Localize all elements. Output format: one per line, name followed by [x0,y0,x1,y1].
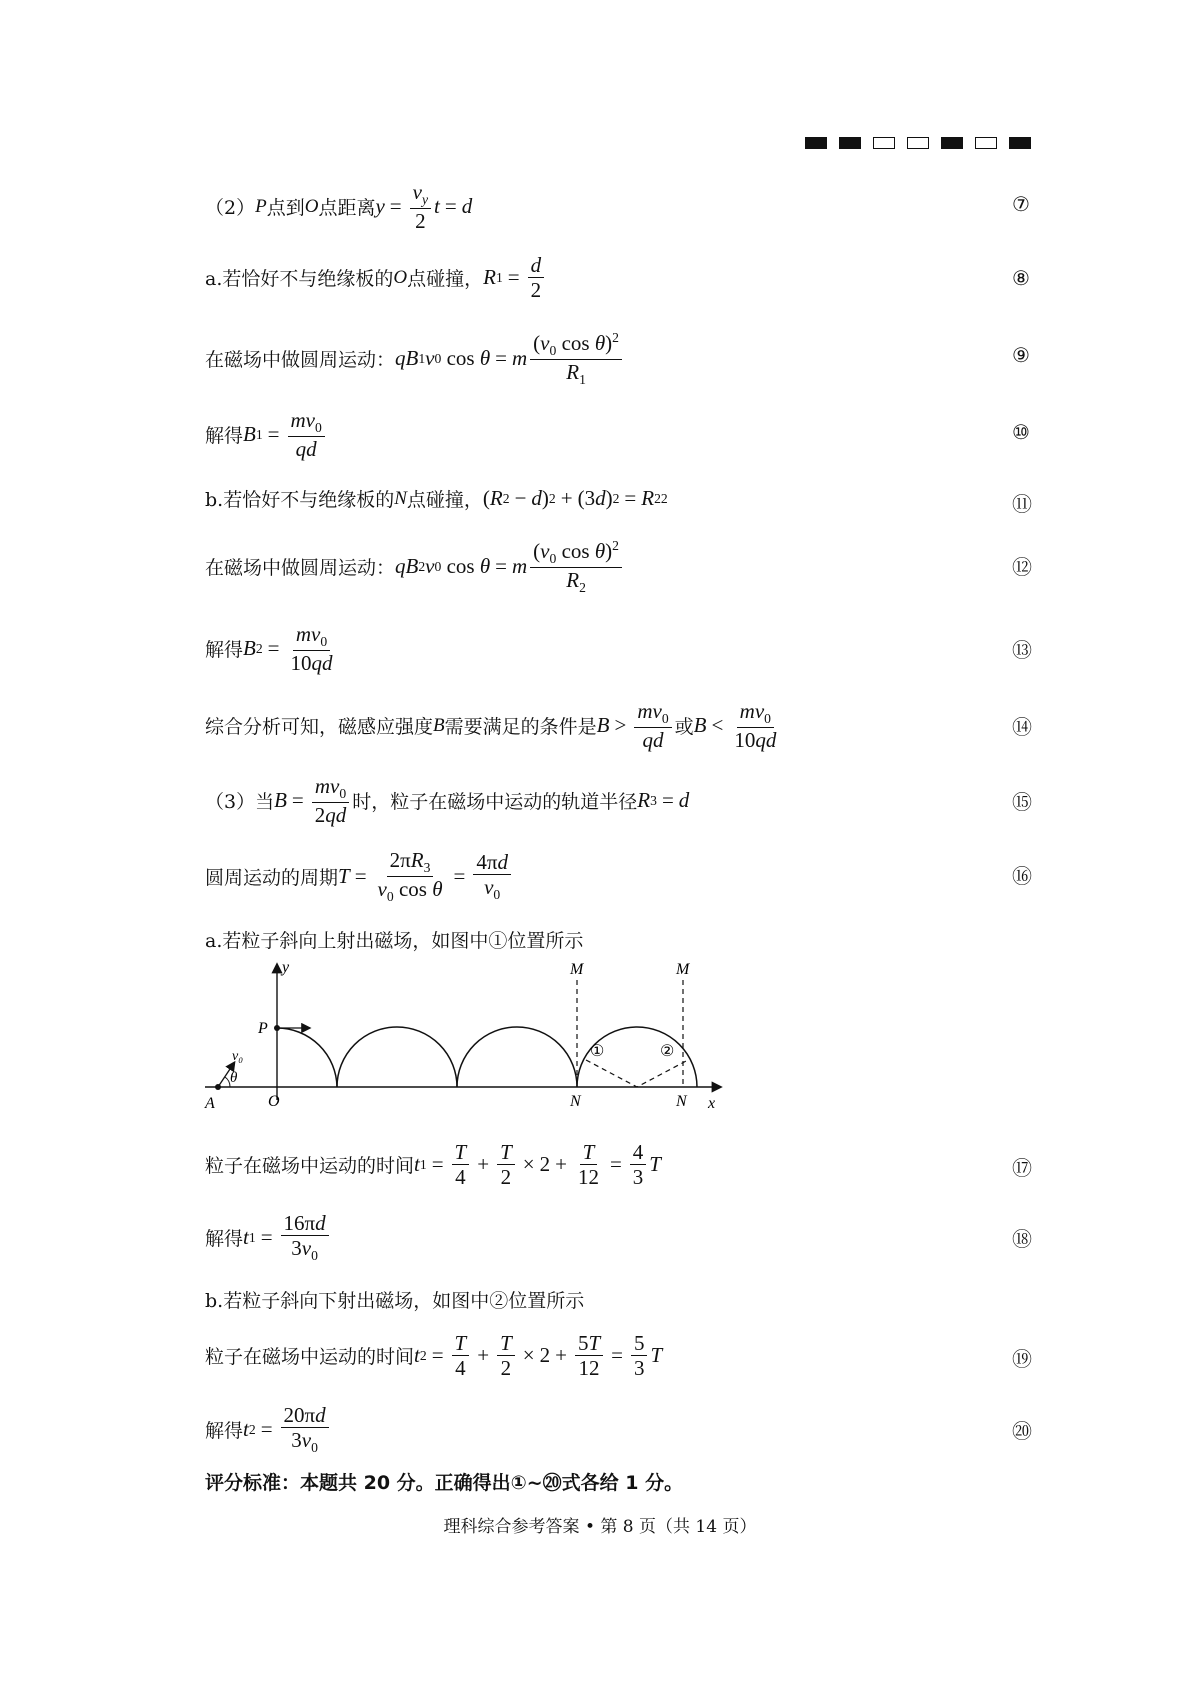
eq-number: ⑲ [1012,1347,1032,1371]
arc-quarter [277,1028,337,1087]
mark-square [873,137,895,149]
n-label: N [570,1093,581,1110]
equation-line-17: 粒子在磁场中运动的时间 t 1 = $\frac{T}{4}$ + $\frac{T}{2}$ × 2 + $\frac{T}{12}$ = $\frac{4}{3}$ T [205,1140,661,1190]
mark-square [941,137,963,149]
o-label: O [268,1093,280,1110]
equation-line-7: （2） P 点到 O 点距离 y = $\frac{v_y}{2}$ t = d [205,180,473,233]
formula: B > $\frac{mv_0}{qd}$ [597,699,675,752]
eq-number: ⑬ [1012,638,1032,662]
trajectory-diagram [200,960,740,1110]
mark-square [907,137,929,149]
theta-label: θ [230,1070,238,1086]
mark-square [839,137,861,149]
eq-number: ⑱ [1012,1227,1032,1251]
equation-line-9: 在磁场中做圆周运动： qB 1 v 0 cos θ = m $\frac{(v_0 \cos \theta)^2}{R_1}$ [205,330,1200,388]
x-label: x [708,1095,716,1110]
eq-number: ⑪ [1012,492,1032,516]
y-label: y [282,960,290,976]
formula: qB 2 v 0 cos θ = m $\frac{(v_0 \cos \theta)^2}{R_2}$ [395,538,625,596]
m-label: M [570,961,584,978]
m-label: M [676,961,690,978]
formula: B < $\frac{mv_0}{10qd}$ [693,699,777,752]
equation-line-12: 在磁场中做圆周运动： qB 2 v 0 cos θ = m $\frac{(v_0 \cos \theta)^2}{R_2}$ [205,538,1200,596]
eq-number: ⑭ [1012,715,1032,739]
p-label: P [258,1020,268,1037]
eq-number: ⑳ [1012,1419,1032,1443]
equation-line-10: 解得 B 1 = $\frac{mv_0}{qd}$ [205,408,1200,461]
mark-square [975,137,997,149]
eq-number: ⑯ [1012,864,1032,888]
formula: t 2 = $\frac{T}{4}$ + $\frac{T}{2}$ × 2 + $\frac{5T}{12}$ = $\frac{5}{3}$ T [414,1331,663,1381]
formula: B 1 = $\frac{mv_0}{qd}$ [243,408,328,461]
equation-line-8: a.若恰好不与绝缘板的 O 点碰撞， R 1 = $\frac{d}{2}$ [205,253,1200,302]
formula: ( R 2 − d ) 2 + (3 d ) 2 = R 2 2 [482,486,668,510]
page-footer: 理科综合参考答案 • 第 8 页（共 14 页） [443,1517,757,1537]
formula: R 3 = d [637,788,690,813]
formula: qB 1 v 0 cos θ = m $\frac{(v_0 \cos \theta)^2}{R_1}$ [395,330,625,388]
equation-line-16: 圆周运动的周期 T = $\frac{2\pi R_3}{v_0 \cos \theta}$ = $\frac{4\pi d}{v_0}$ [205,848,1200,905]
arc-semicircle [337,1027,457,1087]
equation-line-20: 解得 t 2 = $\frac{20\pi d}{3v_0}$ [205,1403,1200,1456]
equation-line-11: b.若恰好不与绝缘板的 N 点碰撞， ( R 2 − d ) 2 + (3 d ) 2 = R 2 2 [205,486,668,511]
equation-line-19: 粒子在磁场中运动的时间 t 2 = $\frac{T}{4}$ + $\frac{T}{2}$ × 2 + $\frac{5T}{12}$ = $\frac{5}{3}$ T [205,1331,663,1381]
case-a-line: a.若粒子斜向上射出磁场，如图中①位置所示 [205,930,584,952]
v0-label: v₀ [232,1049,244,1064]
exit-paths [586,1060,688,1087]
formula: t 2 = $\frac{20\pi d}{3v_0}$ [243,1403,332,1456]
point-p [274,1025,280,1031]
eq-number: ⑨ [1012,343,1030,367]
equation-line-18: 解得 t 1 = $\frac{16\pi d}{3v_0}$ [205,1211,1200,1264]
case-b-line: b.若粒子斜向下射出磁场，如图中②位置所示 [205,1290,585,1312]
formula: T = $\frac{2\pi R_3}{v_0 \cos \theta}$ = $\frac{4\pi d}{v_0}$ [338,848,514,905]
mark-square [805,137,827,149]
header-marks [805,137,1031,149]
arc-semicircle [457,1027,577,1087]
equation-line-14: 综合分析可知，磁感应强度 B 需要满足的条件是 B > $\frac{mv_0}{qd}$ 或 B < $\frac{mv_0}{10qd}$ [205,699,1200,752]
equation-line-13: 解得 B 2 = $\frac{mv_0}{10qd}$ [205,622,1200,675]
formula: t 1 = $\frac{16\pi d}{3v_0}$ [243,1211,332,1264]
eq-number: ⑩ [1012,420,1030,444]
formula: R 1 = $\frac{d}{2}$ [483,253,547,302]
n-label: N [676,1093,687,1110]
formula: B = $\frac{mv_0}{2qd}$ [274,774,352,827]
formula: B 2 = $\frac{mv_0}{10qd}$ [243,622,333,675]
formula: t 1 = $\frac{T}{4}$ + $\frac{T}{2}$ × 2 + $\frac{T}{12}$ = $\frac{4}{3}$ T [414,1140,661,1190]
equation-line-15: （3）当 B = $\frac{mv_0}{2qd}$ 时，粒子在磁场中运动的轨道半径 R 3 = d [205,774,690,827]
position-2-label: ② [660,1043,675,1060]
eq-number: ⑫ [1012,555,1032,579]
eq-number: ⑧ [1012,266,1030,290]
eq-number: ⑮ [1012,790,1032,814]
eq-number: ⑰ [1012,1156,1032,1180]
grading-note: 评分标准：本题共 20 分。正确得出①~⑳式各给 1 分。 [205,1472,684,1494]
eq-number: ⑦ [1012,192,1030,216]
position-1-label: ① [590,1043,605,1060]
a-label: A [205,1095,215,1110]
mark-square [1009,137,1031,149]
formula: y = $\frac{v_y}{2}$ t = d [375,180,473,233]
